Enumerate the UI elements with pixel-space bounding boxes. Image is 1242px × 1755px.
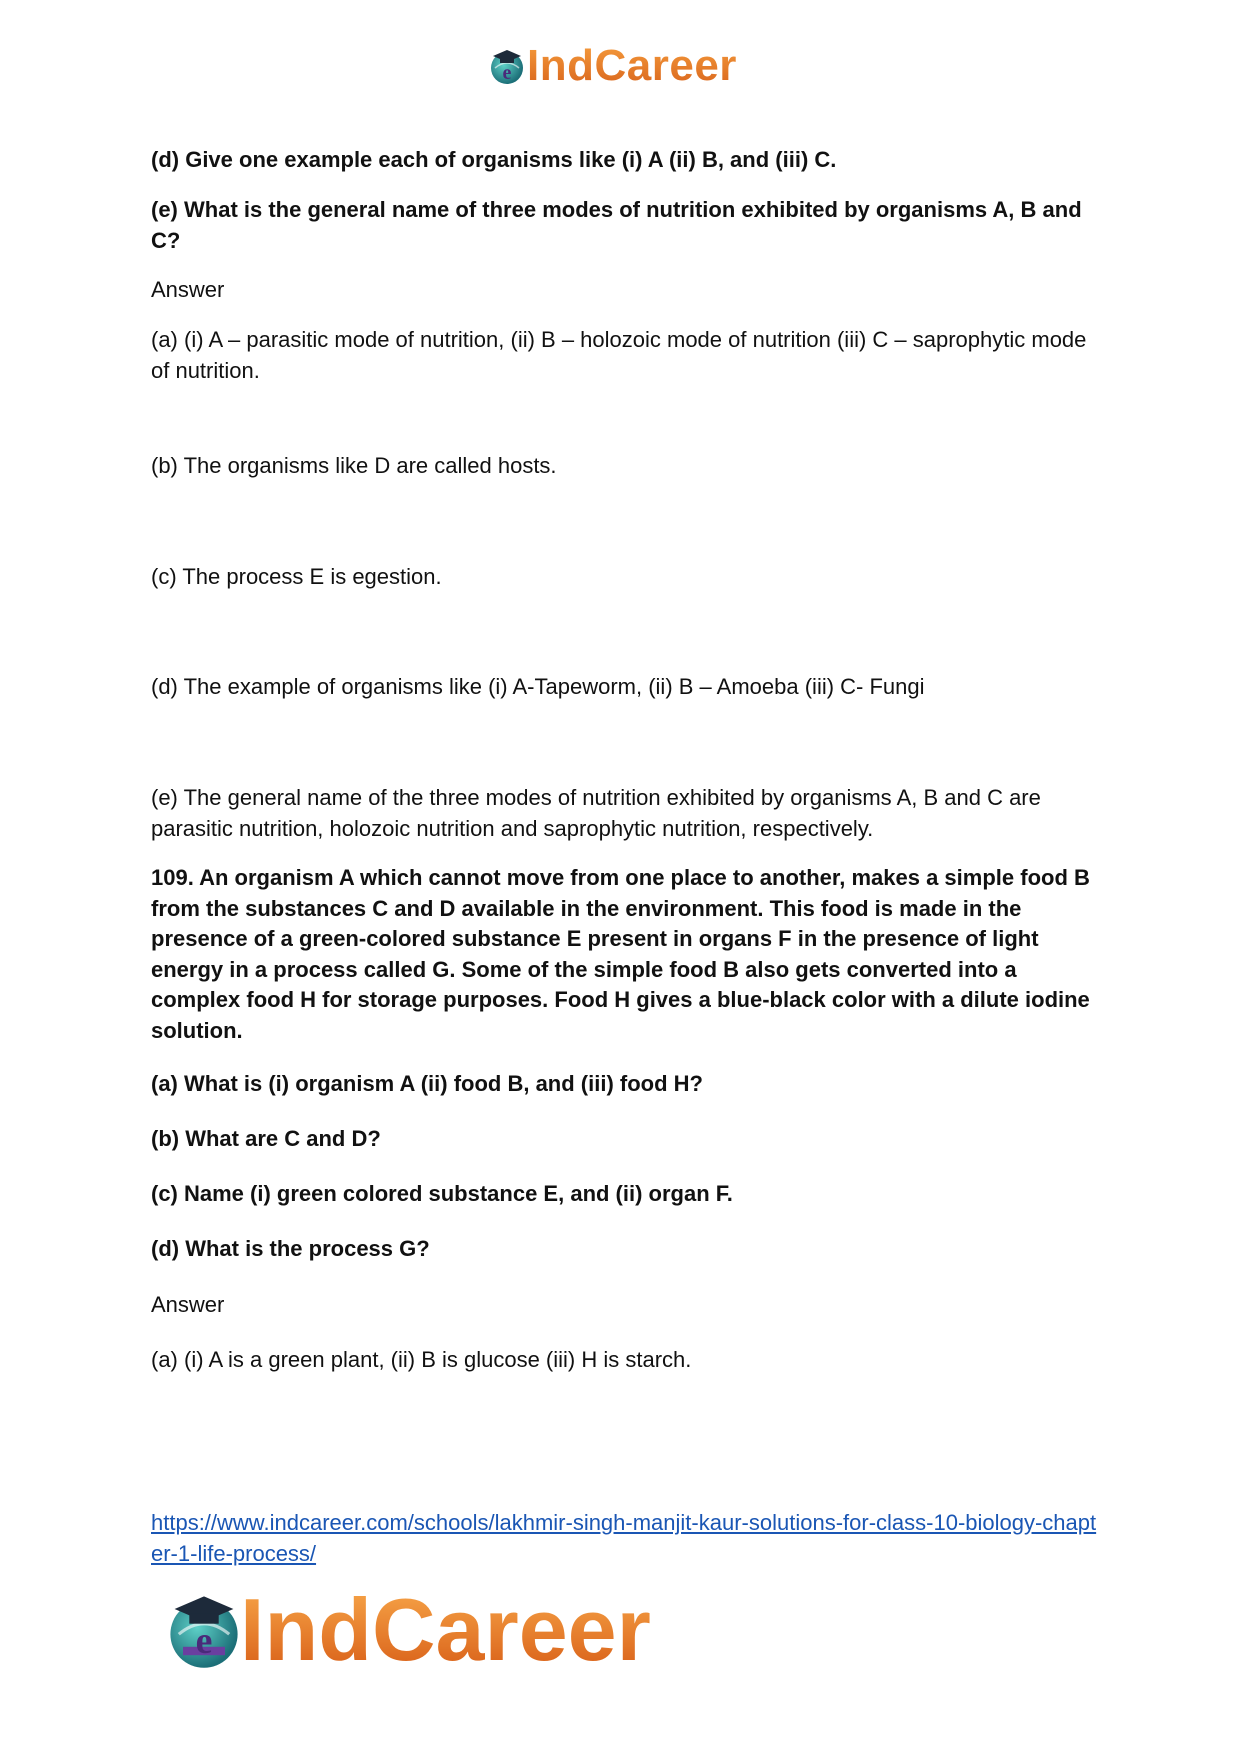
question-109-d: (d) What is the process G? [151,1236,430,1261]
source-link[interactable]: https://www.indcareer.com/schools/lakhmir-singh-manjit-kaur-solutions-for-class-10-biology-chapter-1-life-process/ [151,1510,1097,1566]
question-d: (d) Give one example each of organisms like (i) A (ii) B, and (iii) C. [151,147,837,172]
svg-text:e: e [195,1620,213,1663]
answer-e: (e) The general name of the three modes of nutrition exhibited by organisms A, B and C are parasitic nutrition, holozoic nutrition and saprophytic nutrition, respectively. [151,785,1041,841]
answer-heading: Answer [151,277,225,302]
answer-d: (d) The example of organisms like (i) A-Tapeworm, (ii) B – Amoeba (iii) C- Fungi [151,674,925,699]
question-109-b: (b) What are C and D? [151,1126,381,1151]
question-109-a: (a) What is (i) organism A (ii) food B, and (iii) food H? [151,1071,703,1096]
answer-b: (b) The organisms like D are called hosts. [151,453,557,478]
footer-logo [162,1580,651,1679]
footer-logo-text: IndCareer [240,1580,651,1679]
header-logo [487,40,737,92]
graduation-cap-globe-icon [162,1588,246,1672]
question-e: (e) What is the general name of three modes of nutrition exhibited by organisms A, B and C? [151,197,1082,253]
graduation-cap-globe-icon [487,46,527,86]
answer-c: (c) The process E is egestion. [151,564,442,589]
answer-a: (a) (i) A – parasitic mode of nutrition, (ii) B – holozoic mode of nutrition (iii) C – saprophytic mode of nutrition. [151,327,1087,383]
header-logo-text: IndCareer [527,41,737,90]
question-109: 109. An organism A which cannot move from one place to another, makes a simple food B from the substances C and D available in the environment. This food is made in the presence of a green-colored substance E present in organs F in the presence of light energy in a process called G. Some of the simple food B also gets converted into a complex food H for storage purposes. Food H gives a blue-black color with a dilute iodine solution. [151,865,1090,1043]
svg-text:e: e [502,62,512,84]
answer-109-a: (a) (i) A is a green plant, (ii) B is glucose (iii) H is starch. [151,1347,692,1372]
answer-heading-2: Answer [151,1292,225,1317]
question-109-c: (c) Name (i) green colored substance E, and (ii) organ F. [151,1181,733,1206]
